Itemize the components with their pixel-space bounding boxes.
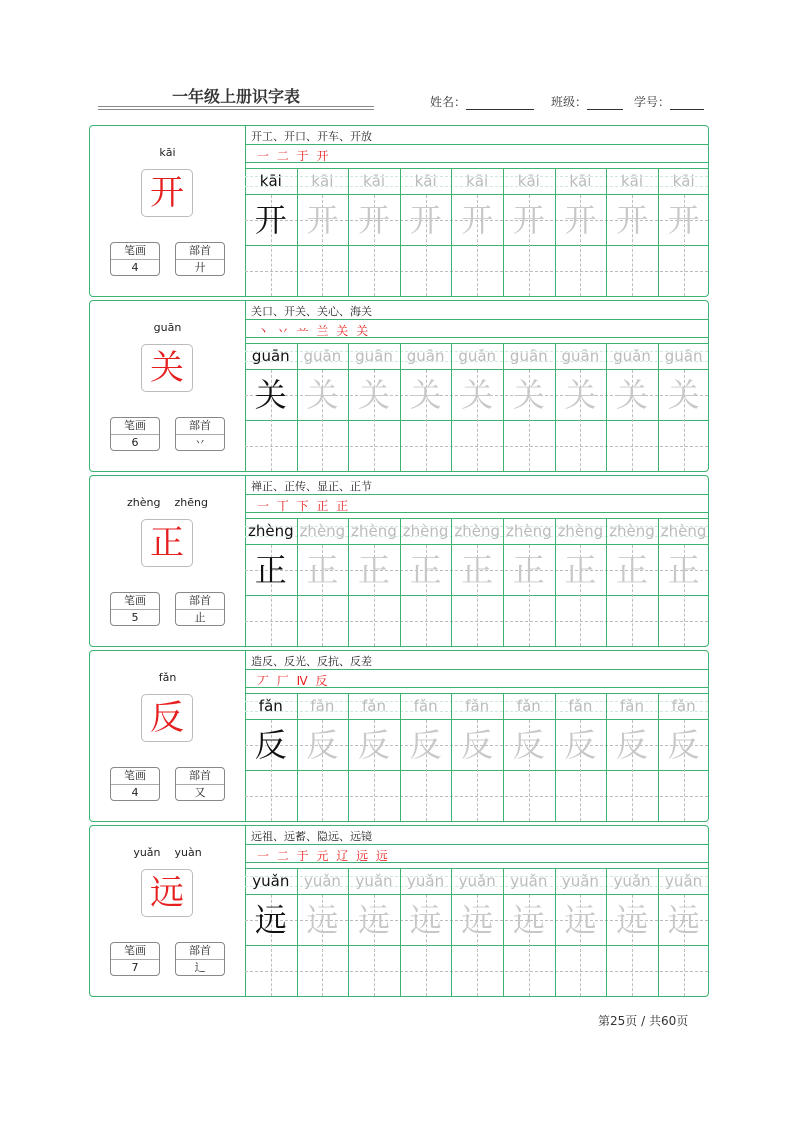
stroke-label: 笔画 [111, 943, 159, 960]
stroke-count: 6 [131, 436, 139, 449]
page-number: 第25页 / 共60页 [598, 1014, 689, 1028]
practice-character-cell[interactable]: 关 [512, 376, 545, 414]
card-character: 远 [141, 869, 193, 917]
practice-pinyin-cell[interactable]: yuǎn [252, 872, 290, 890]
practice-character-cell[interactable]: 远 [512, 901, 545, 939]
row-divider [245, 494, 708, 495]
example-words: 造反、反光、反抗、反差 [251, 655, 372, 668]
card-info [90, 126, 246, 296]
row-divider [245, 512, 708, 513]
stroke-count: 4 [131, 786, 139, 799]
practice-pinyin-cell[interactable]: zhèng [351, 522, 397, 540]
card-info [90, 301, 246, 471]
practice-pinyin-cell[interactable]: guān [561, 347, 600, 365]
practice-character-cell[interactable]: 远 [667, 901, 700, 939]
row-divider [245, 844, 708, 845]
practice-character-cell[interactable]: 关 [254, 376, 287, 414]
stroke-count: 4 [131, 261, 139, 274]
stroke-count-box [110, 767, 160, 801]
radical-label: 部首 [176, 243, 224, 260]
practice-pinyin-cell[interactable]: yuǎn [407, 872, 445, 890]
stroke-count-box [110, 417, 160, 451]
practice-character-cell[interactable]: 开 [306, 201, 339, 239]
practice-character-cell[interactable]: 开 [254, 201, 287, 239]
radical: 又 [194, 786, 206, 799]
character-card [89, 475, 709, 647]
practice-pinyin-cell[interactable]: kāi [414, 172, 437, 190]
card-character: 反 [141, 694, 193, 742]
practice-pinyin-cell[interactable]: zhèng [454, 522, 500, 540]
stroke-count-box [110, 242, 160, 276]
character-card [89, 650, 709, 822]
example-words: 开工、开口、开车、开放 [251, 130, 372, 143]
practice-pinyin-cell[interactable]: fǎn [310, 697, 335, 715]
practice-character-cell[interactable]: 开 [409, 201, 442, 239]
practice-pinyin-cell[interactable]: zhèng [609, 522, 655, 540]
card-info [90, 476, 246, 646]
radical: 丷 [194, 436, 206, 449]
id-field[interactable] [634, 93, 704, 110]
card-info [90, 826, 246, 996]
example-words: 关口、开关、关心、海关 [251, 305, 372, 318]
card-pinyin: kāi [159, 146, 176, 159]
practice-character-cell[interactable]: 关 [409, 376, 442, 414]
practice-pinyin-cell[interactable]: guān [303, 347, 342, 365]
practice-character-cell[interactable]: 反 [615, 726, 648, 764]
practice-character-cell[interactable]: 远 [461, 901, 494, 939]
radical-box [175, 242, 225, 276]
id-blank[interactable] [670, 97, 704, 110]
title-underline [98, 106, 374, 107]
practice-pinyin-cell[interactable]: kāi [620, 172, 643, 190]
practice-area [245, 651, 708, 821]
name-field[interactable] [430, 93, 534, 110]
example-words: 远祖、远蓄、隐远、远镜 [251, 830, 372, 843]
stroke-count-box [110, 592, 160, 626]
row-divider [245, 319, 708, 320]
radical: 止 [194, 611, 206, 624]
practice-character-cell[interactable]: 正 [254, 551, 287, 589]
practice-character-cell[interactable]: 关 [615, 376, 648, 414]
practice-pinyin-cell[interactable]: zhèng [402, 522, 449, 540]
radical-box [175, 767, 225, 801]
class-field[interactable] [551, 93, 623, 110]
practice-pinyin-cell[interactable]: fǎn [671, 697, 696, 715]
id-label: 学号： [634, 95, 671, 109]
stroke-order: 丶 丷 䒑 兰 关 关 [257, 324, 371, 338]
practice-character-cell[interactable]: 开 [512, 201, 545, 239]
stroke-order: 一 丅 下 正 正 [257, 499, 351, 513]
card-info [90, 651, 246, 821]
practice-character-cell[interactable]: 正 [306, 551, 339, 589]
practice-pinyin-cell[interactable]: zhèng [247, 522, 294, 540]
radical: 廾 [194, 261, 206, 274]
stroke-count-box [110, 942, 160, 976]
stroke-label: 笔画 [111, 768, 159, 785]
practice-pinyin-cell[interactable]: guān [613, 347, 651, 365]
practice-character-cell[interactable]: 远 [357, 901, 390, 939]
practice-pinyin-cell[interactable]: guān [458, 347, 497, 365]
practice-pinyin-cell[interactable]: guān [664, 347, 703, 365]
practice-character-cell[interactable]: 关 [461, 376, 494, 414]
practice-pinyin-cell[interactable]: guān [251, 347, 290, 365]
practice-pinyin-cell[interactable]: fǎn [258, 697, 283, 715]
card-pinyin: zhèng zhēng [127, 496, 208, 509]
stroke-count: 7 [131, 961, 139, 974]
practice-character-cell[interactable]: 正 [667, 551, 700, 589]
practice-pinyin-cell[interactable]: yuǎn [665, 872, 703, 890]
practice-pinyin-cell[interactable]: kāi [311, 172, 334, 190]
practice-pinyin-cell[interactable]: yuǎn [613, 872, 651, 890]
practice-pinyin-cell[interactable]: kāi [569, 172, 592, 190]
practice-area [245, 126, 708, 296]
practice-character-cell[interactable]: 远 [254, 901, 287, 939]
practice-pinyin-cell[interactable]: guān [406, 347, 445, 365]
practice-pinyin-cell[interactable]: yuǎn [355, 872, 393, 890]
practice-character-cell[interactable]: 正 [564, 551, 597, 589]
practice-character-cell[interactable]: 反 [667, 726, 700, 764]
practice-pinyin-cell[interactable]: fǎn [619, 697, 644, 715]
page-title: 一年级上册识字表 [171, 87, 300, 106]
practice-pinyin-cell[interactable]: guān [509, 347, 548, 365]
practice-character-cell[interactable]: 关 [564, 376, 597, 414]
practice-character-cell[interactable]: 开 [564, 201, 597, 239]
practice-character-cell[interactable]: 远 [409, 901, 442, 939]
row-divider [245, 162, 708, 163]
practice-character-cell[interactable]: 关 [357, 376, 390, 414]
practice-pinyin-cell[interactable]: zhèng [660, 522, 707, 540]
practice-pinyin-cell[interactable]: kāi [466, 172, 489, 190]
title-underline-second [98, 109, 374, 110]
practice-character-cell[interactable]: 反 [306, 726, 339, 764]
example-words: 禅正、正传、显正、正节 [251, 480, 372, 493]
card-pinyin: fǎn [158, 671, 177, 684]
radical-box [175, 592, 225, 626]
practice-character-cell[interactable]: 关 [306, 376, 339, 414]
practice-pinyin-cell[interactable]: fǎn [413, 697, 438, 715]
practice-area [245, 826, 708, 996]
practice-character-cell[interactable]: 正 [615, 551, 648, 589]
stroke-order: 丆 厂 Ⅳ 反 [257, 674, 330, 688]
stroke-label: 笔画 [111, 243, 159, 260]
practice-character-cell[interactable]: 开 [461, 201, 494, 239]
radical-label: 部首 [176, 943, 224, 960]
character-card [89, 825, 709, 997]
name-blank[interactable] [466, 97, 534, 110]
row-divider [245, 862, 708, 863]
practice-character-cell[interactable]: 反 [512, 726, 545, 764]
practice-pinyin-cell[interactable]: fǎn [465, 697, 490, 715]
practice-pinyin-cell[interactable]: yuǎn [303, 872, 341, 890]
practice-area [245, 476, 708, 646]
practice-pinyin-cell[interactable]: zhèng [299, 522, 346, 540]
practice-character-cell[interactable]: 开 [667, 201, 700, 239]
practice-character-cell[interactable]: 开 [357, 201, 390, 239]
practice-pinyin-cell[interactable]: kāi [672, 172, 695, 190]
practice-pinyin-cell[interactable]: fǎn [568, 697, 593, 715]
practice-character-cell[interactable]: 正 [461, 551, 494, 589]
card-character: 开 [141, 169, 193, 217]
card-character: 关 [141, 344, 193, 392]
practice-character-cell[interactable]: 开 [615, 201, 648, 239]
practice-pinyin-cell[interactable]: kāi [259, 172, 282, 190]
practice-character-cell[interactable]: 反 [564, 726, 597, 764]
stroke-order: 一 二 于 元 辽 远 远 [257, 849, 390, 863]
practice-area [245, 301, 708, 471]
practice-pinyin-cell[interactable]: guān [355, 347, 393, 365]
row-divider [245, 144, 708, 145]
page-header [0, 0, 800, 120]
radical-label: 部首 [176, 593, 224, 610]
card-pinyin: yuǎn yuàn [133, 846, 202, 859]
practice-character-cell[interactable]: 正 [357, 551, 390, 589]
practice-character-cell[interactable]: 远 [615, 901, 648, 939]
row-divider [245, 669, 708, 670]
practice-pinyin-cell[interactable]: fǎn [361, 697, 386, 715]
card-pinyin: guān [153, 321, 182, 334]
practice-pinyin-cell[interactable]: zhèng [505, 522, 552, 540]
name-label: 姓名： [430, 95, 467, 109]
card-character: 正 [141, 519, 193, 567]
practice-character-cell[interactable]: 反 [357, 726, 390, 764]
stroke-order: 一 二 于 开 [257, 149, 331, 163]
practice-pinyin-cell[interactable]: yuǎn [510, 872, 548, 890]
class-label: 班级： [551, 95, 588, 109]
character-card [89, 125, 709, 297]
practice-character-cell[interactable]: 反 [409, 726, 442, 764]
stroke-label: 笔画 [111, 593, 159, 610]
practice-pinyin-cell[interactable]: yuǎn [561, 872, 599, 890]
radical-box [175, 417, 225, 451]
row-divider [245, 687, 708, 688]
stroke-count: 5 [131, 611, 139, 624]
practice-character-cell[interactable]: 反 [254, 726, 287, 764]
practice-pinyin-cell[interactable]: kāi [517, 172, 540, 190]
practice-character-cell[interactable]: 关 [667, 376, 700, 414]
practice-character-cell[interactable]: 正 [512, 551, 545, 589]
practice-pinyin-cell[interactable]: zhèng [557, 522, 604, 540]
practice-character-cell[interactable]: 正 [409, 551, 442, 589]
practice-pinyin-cell[interactable]: fǎn [516, 697, 541, 715]
radical-box [175, 942, 225, 976]
practice-character-cell[interactable]: 反 [461, 726, 494, 764]
row-divider [245, 337, 708, 338]
practice-character-cell[interactable]: 远 [306, 901, 339, 939]
radical-label: 部首 [176, 418, 224, 435]
character-card [89, 300, 709, 472]
practice-pinyin-cell[interactable]: yuǎn [458, 872, 496, 890]
stroke-label: 笔画 [111, 418, 159, 435]
practice-pinyin-cell[interactable]: kāi [362, 172, 385, 190]
practice-character-cell[interactable]: 远 [564, 901, 597, 939]
radical-label: 部首 [176, 768, 224, 785]
class-blank[interactable] [587, 97, 623, 110]
radical: 辶 [194, 961, 206, 974]
